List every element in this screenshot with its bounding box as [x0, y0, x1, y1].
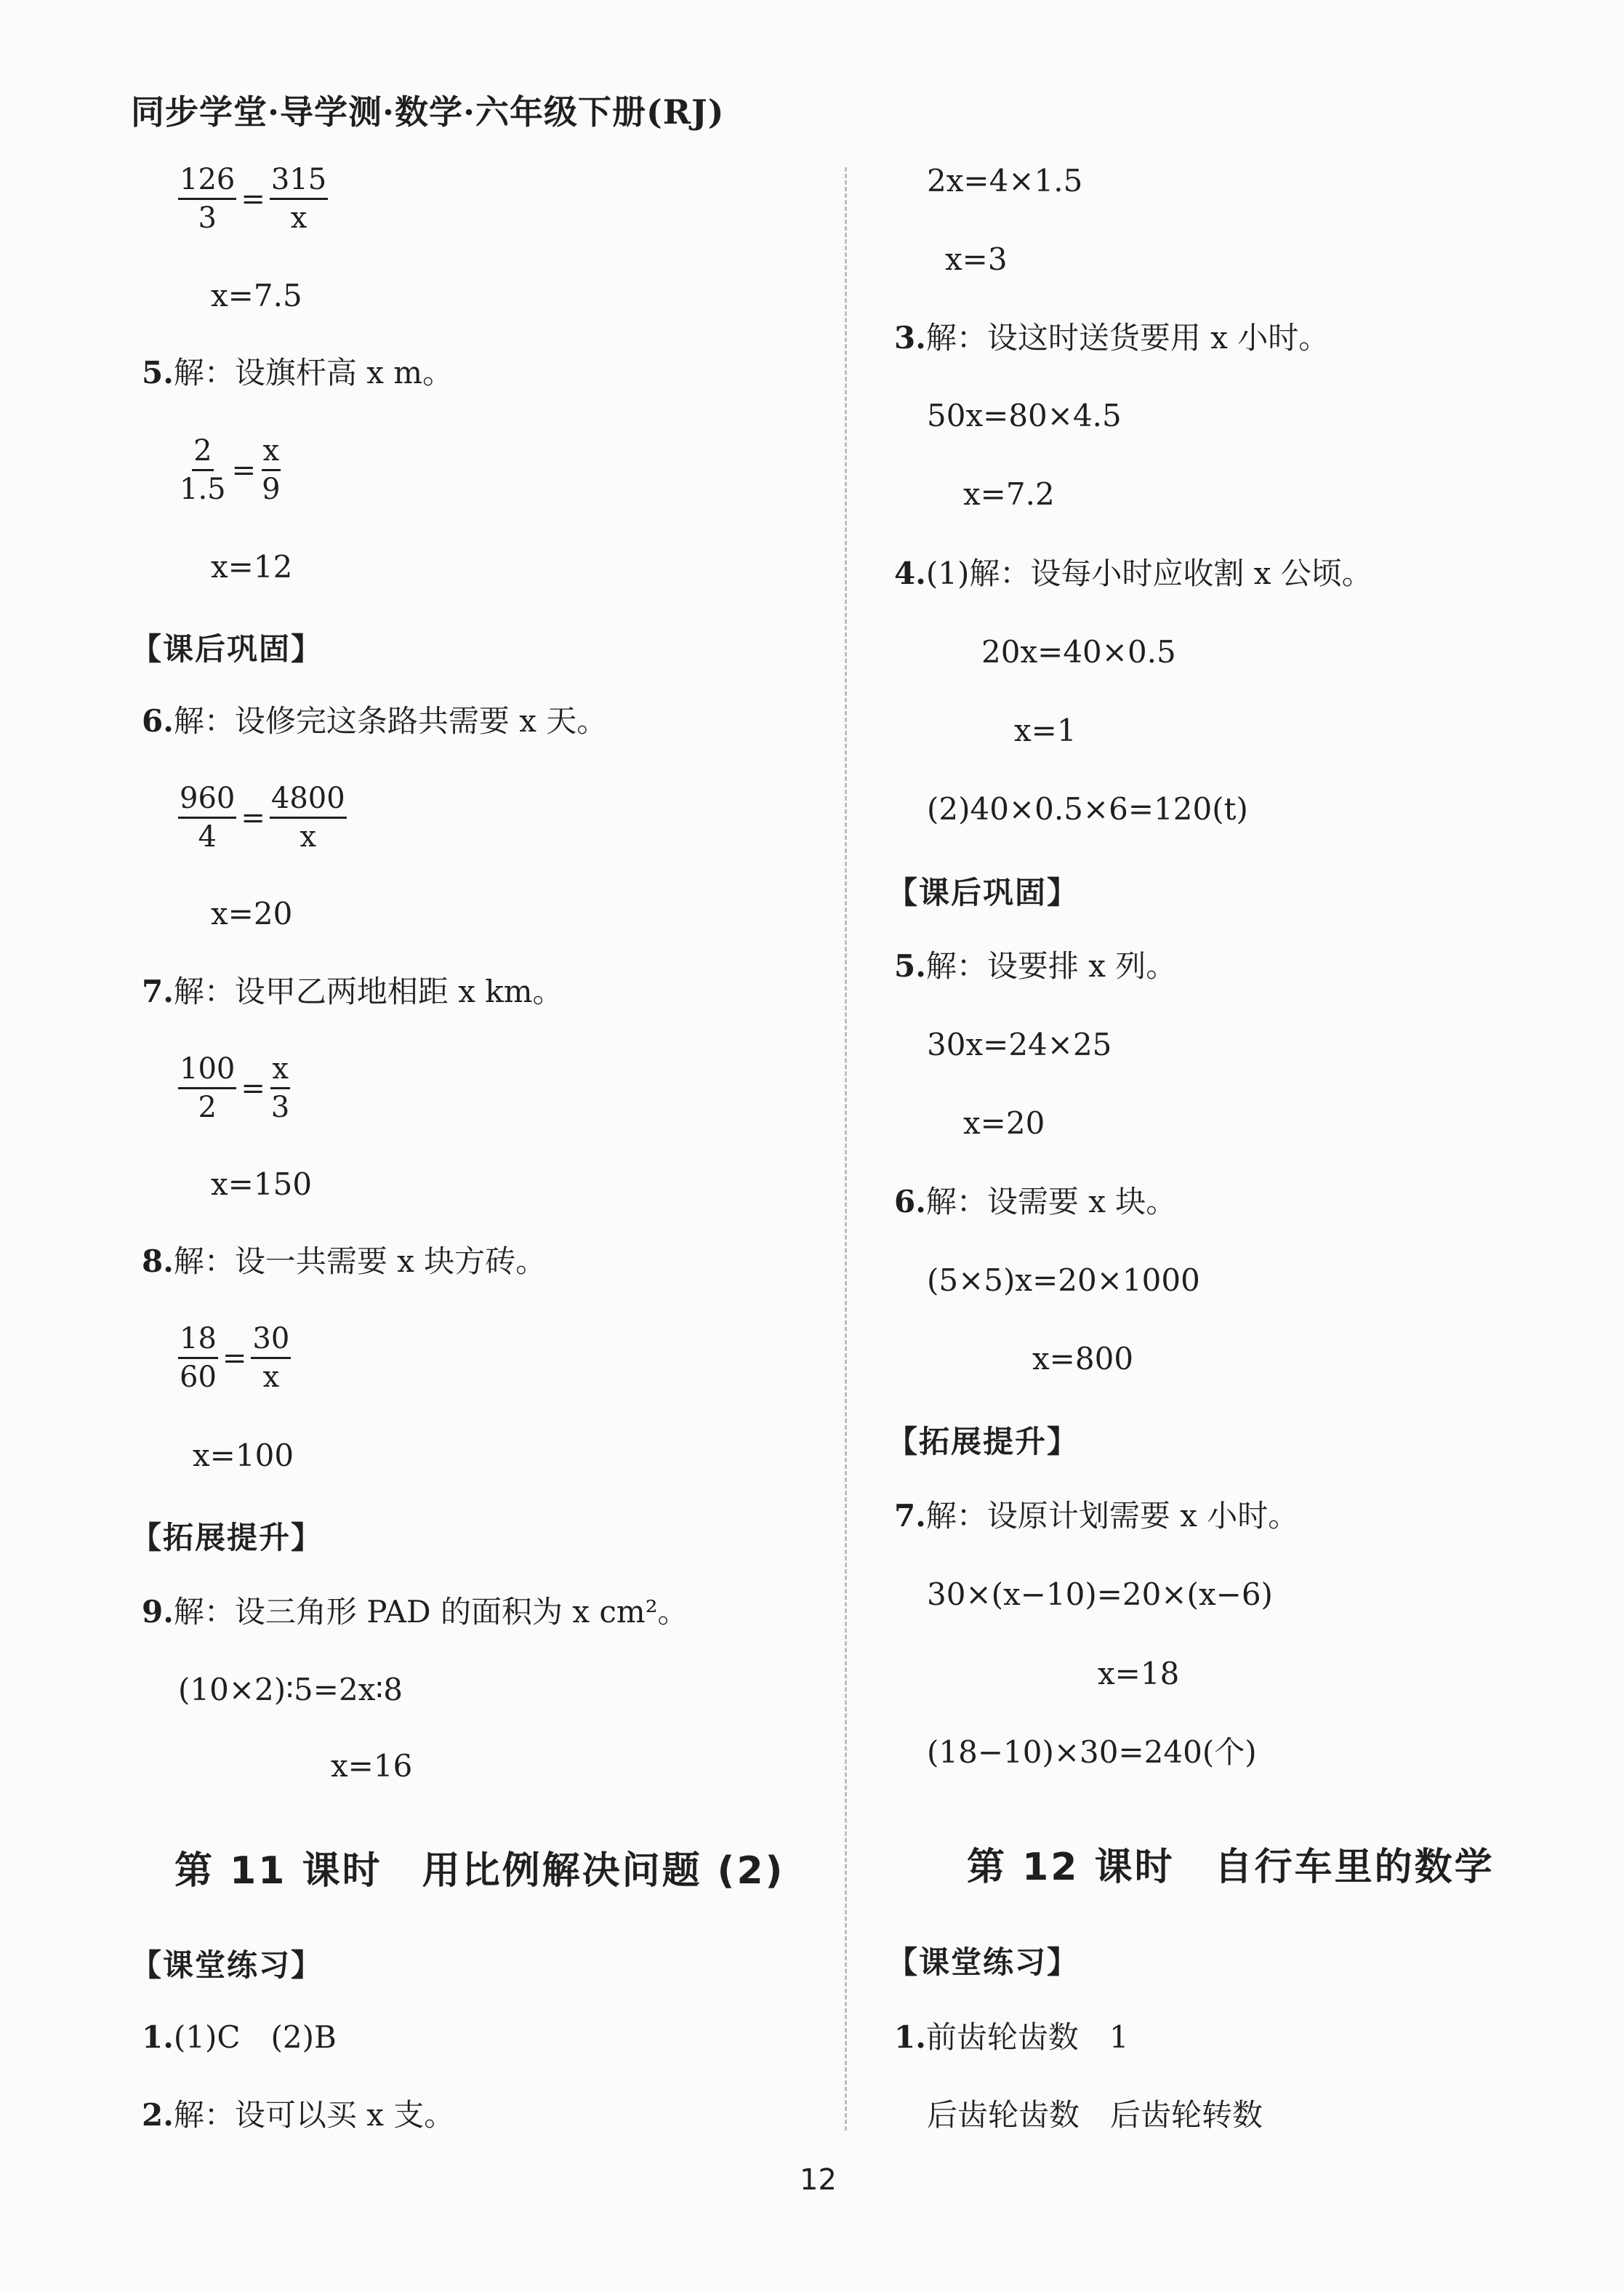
numerator: 126: [178, 161, 236, 200]
fraction: [251, 1321, 291, 1395]
section-heading: 【拓展提升】: [131, 1520, 323, 1555]
numerator: 2: [192, 433, 213, 471]
denominator: 1.5: [180, 473, 226, 506]
denominator: x: [300, 820, 317, 854]
fraction-equation: [178, 1321, 291, 1395]
denominator: 2: [198, 1091, 217, 1124]
fraction: [178, 1321, 218, 1395]
section-heading: 【课后巩固】: [887, 875, 1080, 910]
fraction: [270, 1051, 291, 1126]
question-text: 前齿轮齿数 1: [925, 2019, 1129, 2055]
fraction-equation: [178, 780, 347, 855]
question-text: (1)C (2)B: [173, 2019, 337, 2055]
answer-line: x=20: [211, 896, 293, 931]
answer-line: x=7.2: [963, 476, 1055, 512]
question-text: 解：设旗杆高 x m。: [173, 355, 454, 390]
question-number: 7.: [894, 1498, 926, 1534]
answer-line: x=3: [945, 241, 1008, 277]
numerator: 100: [178, 1051, 236, 1089]
question-text: 解：设修完这条路共需要 x 天。: [173, 703, 608, 739]
question-7: [142, 972, 563, 1011]
fraction: [178, 1051, 236, 1126]
answer-line: x=7.5: [211, 278, 302, 313]
denominator: x: [262, 1361, 280, 1394]
answer-line: x=800: [1032, 1341, 1134, 1377]
numerator: 4800: [270, 780, 347, 819]
denominator: 60: [180, 1361, 217, 1394]
question-6: [894, 1182, 1176, 1222]
fraction: [260, 433, 281, 508]
column-divider: [845, 167, 847, 2131]
question-text: 解：设需要 x 块。: [925, 1184, 1177, 1219]
question-8: [142, 1242, 546, 1281]
equals-sign: =: [241, 801, 265, 835]
equals-sign: =: [241, 182, 265, 216]
fraction-equation: [178, 161, 328, 236]
section-heading: 【课后巩固】: [131, 631, 323, 667]
question-text: 解：设甲乙两地相距 x km。: [173, 974, 563, 1009]
section-heading: 【课堂练习】: [131, 1947, 323, 1983]
equation-line: (5×5)x=20×1000: [927, 1262, 1200, 1298]
equals-sign: =: [231, 453, 257, 487]
lesson-title: 第 11 课时 用比例解决问题 (2): [174, 1849, 785, 1893]
denominator: x: [290, 201, 307, 235]
question-6: [142, 702, 607, 741]
question-number: 9.: [142, 1594, 174, 1630]
question-text: 解：设这时送货要用 x 小时。: [925, 320, 1330, 356]
equation-line: (18−10)×30=240(个): [927, 1734, 1257, 1770]
equation-line: 30×(x−10)=20×(x−6): [927, 1576, 1273, 1612]
fraction: [178, 433, 228, 508]
question-text: 解：设要排 x 列。: [925, 948, 1177, 984]
page-number: 12: [800, 2163, 837, 2197]
denominator: 9: [262, 473, 281, 506]
numerator: 18: [178, 1321, 218, 1359]
answer-line: 后齿轮齿数 后齿轮转数: [927, 2097, 1263, 2133]
question-number: 3.: [894, 320, 926, 356]
question-number: 4.: [894, 556, 926, 591]
question-text: 解：设一共需要 x 块方砖。: [173, 1243, 547, 1279]
equation-line: 50x=80×4.5: [927, 398, 1122, 433]
question-number: 7.: [142, 974, 174, 1009]
equation-line: (2)40×0.5×6=120(t): [927, 791, 1248, 827]
fraction: [178, 780, 236, 855]
denominator: 4: [198, 820, 217, 854]
equals-sign: =: [241, 1071, 265, 1105]
question-9: [142, 1592, 688, 1632]
answer-line: x=150: [211, 1166, 313, 1202]
question-number: 8.: [142, 1243, 174, 1279]
numerator: 315: [270, 161, 328, 200]
fraction: [270, 780, 347, 855]
answer-line: x=18: [1098, 1656, 1180, 1691]
equation-line: (10×2)∶5=2x∶8: [178, 1672, 403, 1707]
answer-line: x=20: [963, 1105, 1045, 1141]
lesson-title: 第 12 课时 自行车里的数学: [967, 1846, 1495, 1889]
page-header: 同步学堂·导学测·数学·六年级下册(RJ): [131, 92, 725, 132]
question-1: [142, 2018, 337, 2057]
question-number: 5.: [142, 355, 174, 390]
answer-line: x=12: [211, 549, 293, 585]
section-heading: 【课堂练习】: [887, 1944, 1080, 1980]
question-number: 5.: [894, 948, 926, 984]
answer-line: x=100: [193, 1438, 294, 1473]
fraction-equation: [178, 1051, 291, 1126]
equals-sign: =: [222, 1341, 247, 1375]
equation-line: 20x=40×0.5: [981, 634, 1176, 670]
question-3: [894, 318, 1329, 358]
question-7: [894, 1496, 1298, 1536]
fraction-equation: [178, 433, 282, 508]
numerator: x: [270, 1051, 290, 1089]
denominator: 3: [270, 1091, 290, 1124]
answer-line: x=1: [1014, 713, 1077, 748]
fraction: [178, 161, 236, 236]
question-number: 2.: [142, 2097, 174, 2133]
question-text: 解：设可以买 x 支。: [173, 2097, 455, 2133]
question-5: [142, 353, 453, 393]
question-number: 1.: [142, 2019, 174, 2055]
question-text: (1)解：设每小时应收割 x 公顷。: [925, 556, 1372, 591]
fraction: [270, 161, 328, 236]
question-2: [142, 2096, 454, 2135]
question-text: 解：设三角形 PAD 的面积为 x cm²。: [173, 1594, 688, 1630]
numerator: 960: [178, 780, 236, 819]
question-4: [894, 554, 1372, 593]
answer-line: x=16: [331, 1748, 413, 1784]
question-number: 6.: [142, 703, 174, 739]
question-1: [894, 2018, 1129, 2057]
equation-line: 2x=4×1.5: [927, 163, 1083, 199]
equation-line: 30x=24×25: [927, 1027, 1112, 1062]
section-heading: 【拓展提升】: [887, 1424, 1080, 1459]
denominator: 3: [198, 201, 217, 235]
question-text: 解：设原计划需要 x 小时。: [925, 1498, 1299, 1534]
question-number: 1.: [894, 2019, 926, 2055]
question-5: [894, 947, 1176, 986]
question-number: 6.: [894, 1184, 926, 1219]
numerator: x: [262, 433, 281, 471]
numerator: 30: [251, 1321, 291, 1359]
